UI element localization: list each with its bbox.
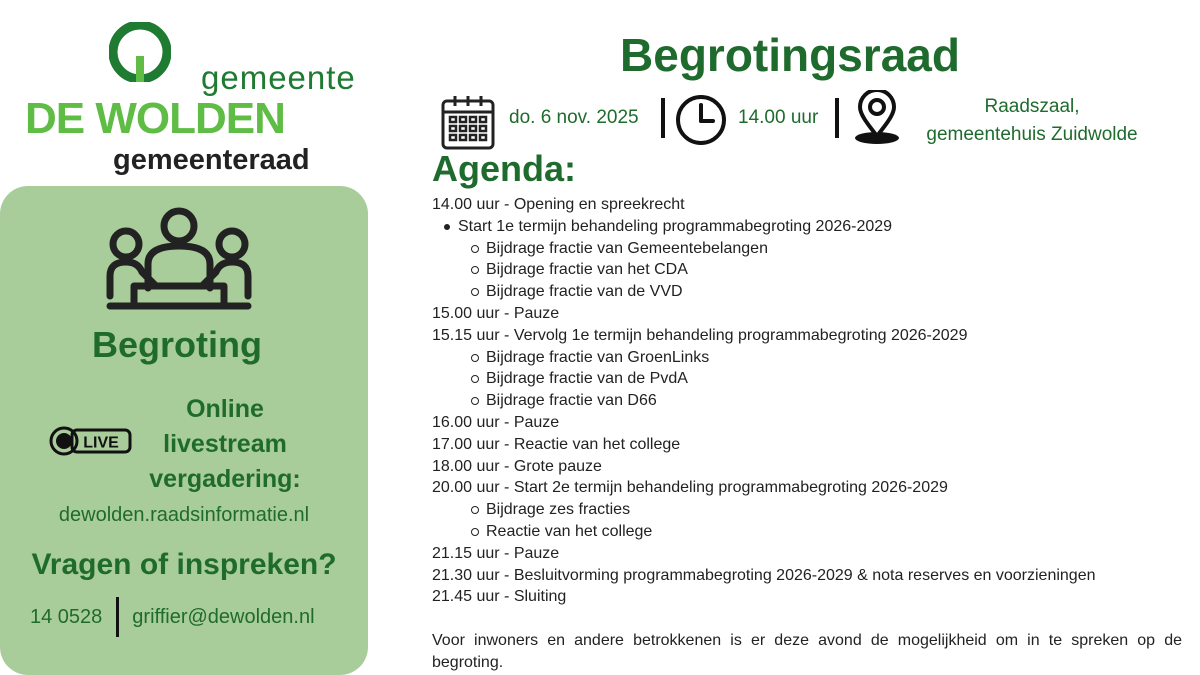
svg-text:LIVE: LIVE <box>83 434 119 452</box>
tree-logo-icon <box>109 22 171 82</box>
agenda-item: Bijdrage fractie van de PvdA <box>432 368 1182 390</box>
agenda-item: Bijdrage fractie van Gemeentebelangen <box>432 238 1182 260</box>
agenda-item: Bijdrage zes fracties <box>432 499 1182 521</box>
contact-row <box>30 594 315 640</box>
location-pin-icon <box>852 90 902 146</box>
agenda-item: 21.30 uur - Besluitvorming programmabegroting 2026-2029 & nota reserves en voorzieningen <box>432 566 1096 584</box>
agenda-list <box>432 194 1182 674</box>
logo-gemeenteraad-text: gemeenteraad <box>113 144 310 176</box>
agenda-item: 18.00 uur - Grote pauze <box>432 457 602 475</box>
agenda-item: Reactie van het college <box>432 521 1182 543</box>
event-location <box>912 93 1152 149</box>
phone-number[interactable]: 14 0528 <box>30 605 103 628</box>
contact-divider <box>116 597 119 637</box>
agenda-item: Bijdrage fractie van het CDA <box>432 259 1182 281</box>
event-date: do. 6 nov. 2025 <box>509 107 639 128</box>
gemeente-logo <box>25 22 356 177</box>
logo-de-wolden-text: DE WOLDEN <box>25 94 285 143</box>
header-divider-1 <box>661 98 665 138</box>
agenda-note: Voor inwoners en andere betrokkenen is er deze avond de mogelijkheid om in te spreken op de begroting. <box>432 631 1182 671</box>
meeting-people-icon <box>104 206 254 312</box>
agenda-item: 16.00 uur - Pauze <box>432 413 560 431</box>
agenda-item: Start 1e termijn behandeling programmabegroting 2026-2029 <box>432 216 1182 238</box>
agenda-items <box>432 194 1182 608</box>
info-panel <box>0 186 368 675</box>
agenda-item: 14.00 uur - Opening en spreekrecht <box>432 196 685 213</box>
agenda-item: Bijdrage fractie van D66 <box>432 390 1182 412</box>
panel-title: Begroting <box>92 324 262 365</box>
questions-heading: Vragen of inspreken? <box>31 548 337 581</box>
page-title: Begrotingsraad <box>620 29 960 81</box>
location-line1: Raadszaal, <box>984 96 1080 117</box>
agenda-item: 21.45 uur - Sluiting <box>432 588 567 606</box>
livestream-label <box>144 392 306 497</box>
agenda-item: Bijdrage fractie van GroenLinks <box>432 347 1182 369</box>
location-line2: gemeentehuis Zuidwolde <box>926 124 1138 145</box>
livestream-url[interactable]: dewolden.raadsinformatie.nl <box>58 504 310 526</box>
agenda-item: 20.00 uur - Start 2e termijn behandeling programmabegroting 2026-2029 <box>432 479 948 497</box>
event-time: 14.00 uur <box>738 107 819 128</box>
livestream-line2: livestream <box>163 430 287 458</box>
agenda-item: 15.15 uur - Vervolg 1e termijn behandeling programmabegroting 2026-2029 <box>432 326 968 344</box>
agenda-heading: Agenda: <box>432 148 576 189</box>
agenda-item: 15.00 uur - Pauze <box>432 304 560 322</box>
header-divider-2 <box>835 98 839 138</box>
clock-icon <box>675 94 727 146</box>
livestream-line3: vergadering: <box>149 465 301 493</box>
calendar-icon <box>441 94 495 150</box>
agenda-item: Bijdrage fractie van de VVD <box>432 281 1182 303</box>
live-icon <box>48 425 132 457</box>
email-address[interactable]: griffier@dewolden.nl <box>132 605 315 628</box>
logo-gemeente-text: gemeente <box>201 59 356 96</box>
livestream-line1: Online <box>186 395 264 423</box>
agenda-item: 21.15 uur - Pauze <box>432 544 560 562</box>
agenda-item: 17.00 uur - Reactie van het college <box>432 435 681 453</box>
